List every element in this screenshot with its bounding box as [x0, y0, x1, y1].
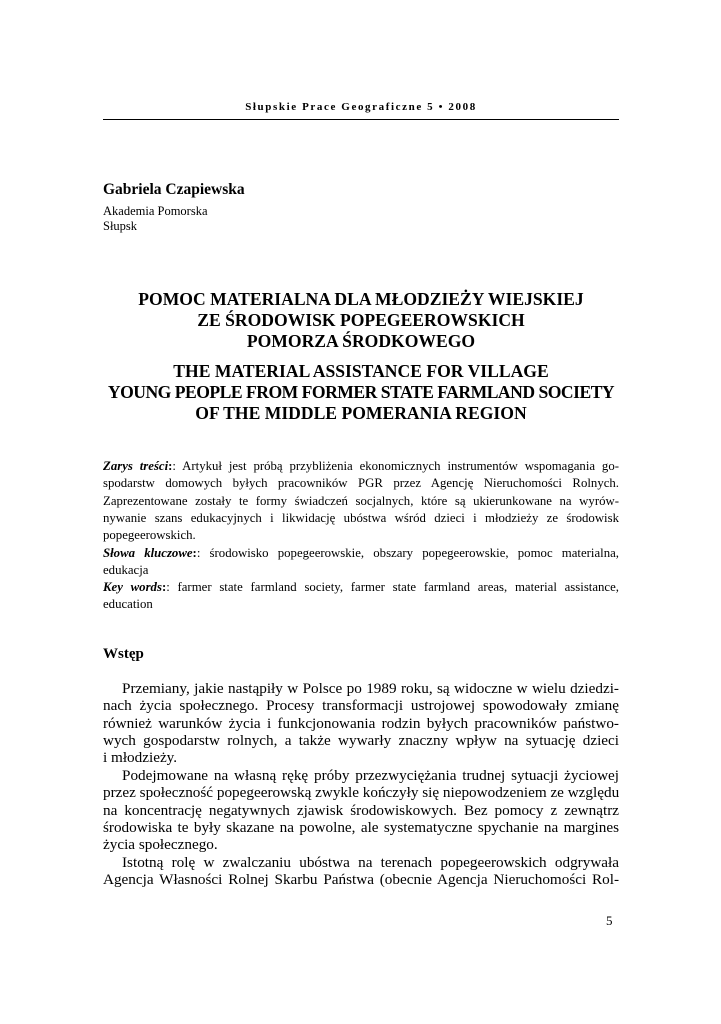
- abstract: [103, 458, 619, 544]
- title-en-line-1: THE MATERIAL ASSISTANCE FOR VILLAGE: [173, 361, 549, 381]
- keywords-en: [103, 579, 619, 614]
- keywords-pl-line: Słowa kluczowe:: środowisko popegeerowskie, obszary popegeerowskie, pomoc materialna,: [103, 546, 619, 560]
- affiliation-city: Słupsk: [103, 219, 138, 233]
- section-heading: Wstęp: [103, 646, 144, 662]
- body-line: na koncentrację negatywnych zjawisk środowiskowych. Bez pomocy z zewnątrz: [103, 801, 619, 819]
- body-paragraph-1: [103, 680, 619, 766]
- body-line: nach życia społecznego. Procesy transformacji ustrojowej spowodowały zmianę: [103, 697, 619, 715]
- body-paragraph-2: [103, 767, 619, 853]
- title-pl-line-1: POMOC MATERIALNA DLA MŁODZIEŻY WIEJSKIEJ: [138, 289, 584, 309]
- title-pl-line-3: POMORZA ŚRODKOWEGO: [246, 331, 476, 351]
- keywords-pl: [103, 545, 619, 580]
- body-line: przez społeczność popegeerowską zwykle kończyły się niepowodzeniem ze względu: [103, 784, 620, 802]
- abstract-line: popegeerowskich.: [103, 528, 196, 543]
- body-line: Istotną rolę w zwalczaniu ubóstwa na terenach popegeerowskich odgrywała: [122, 854, 619, 871]
- body-line: Agencja Własności Rolnej Skarbu Państwa (obecnie Agencja Nieruchomości Rol-: [103, 871, 619, 889]
- body-line: Podejmowane na własną rękę próby przezwyciężania trudnej sytuacji życiowej: [122, 767, 619, 784]
- keywords-en-line: education: [103, 597, 153, 612]
- keywords-en-line: Key words:: farmer state farmland society, farmer state farmland areas, material assistance,: [103, 580, 619, 594]
- abstract-line: nywanie szans edukacyjnych i likwidację ubóstwa wśród dzieci i młodzieży ze środowisk: [103, 510, 619, 525]
- body-line: wych gospodarstw rolnych, a także wywarły znaczny wpływ na sytuację dzieci: [103, 731, 619, 749]
- abstract-line: Zaprezentowane zostały te formy świadczeń socjalnych, które są ukierunkowane na wyrów-: [103, 493, 619, 508]
- body-line: Przemiany, jakie nastąpiły w Polsce po 1989 roku, są widoczne w wielu dziedzi-: [122, 680, 619, 697]
- abstract-text: : Artykuł jest próbą przybliżenia ekonomicznych instrumentów wspomagania go-: [172, 459, 619, 473]
- body-paragraph-3: [103, 854, 619, 889]
- body-line: i młodzieży.: [103, 749, 178, 767]
- body-line: życia społecznego.: [103, 836, 218, 854]
- keywords-pl-label: Słowa kluczowe: [103, 546, 193, 560]
- header-rule: [103, 119, 619, 120]
- keywords-pl-line: edukacja: [103, 563, 149, 578]
- affiliation-institution: Akademia Pomorska: [103, 204, 208, 218]
- abstract-line: spodarstw domowych byłych pracowników PGR przez Agencję Nieruchomości Rolnych.: [103, 476, 619, 491]
- keywords-en-label: Key words: [103, 580, 162, 594]
- keywords-en-text: : farmer state farmland society, farmer state farmland areas, material assistance,: [166, 580, 619, 594]
- title-pl-line-2: ZE ŚRODOWISK POPEGEEROWSKICH: [197, 310, 525, 330]
- body-line: środowiska te były skazane na powolne, ale systematyczne spychanie na margines: [103, 818, 619, 836]
- abstract-line: Zarys treści:: Artykuł jest próbą przybliżenia ekonomicznych instrumentów wspomagania go-: [103, 459, 619, 473]
- page-number: 5: [606, 913, 613, 928]
- author-name: Gabriela Czapiewska: [103, 181, 245, 198]
- title-en-line-3: OF THE MIDDLE POMERANIA REGION: [195, 403, 527, 423]
- title-en-line-2: YOUNG PEOPLE FROM FORMER STATE FARMLAND SOCIETY: [107, 382, 615, 402]
- body-line: również warunków życia i funkcjonowania rodzin byłych pracowników państwo-: [103, 714, 619, 732]
- keywords-pl-text: : środowisko popegeerowskie, obszary popegeerowskie, pomoc materialna,: [196, 546, 619, 560]
- running-header: Słupskie Prace Geograficzne 5 • 2008: [245, 101, 477, 113]
- abstract-label: Zarys treści: [103, 459, 169, 473]
